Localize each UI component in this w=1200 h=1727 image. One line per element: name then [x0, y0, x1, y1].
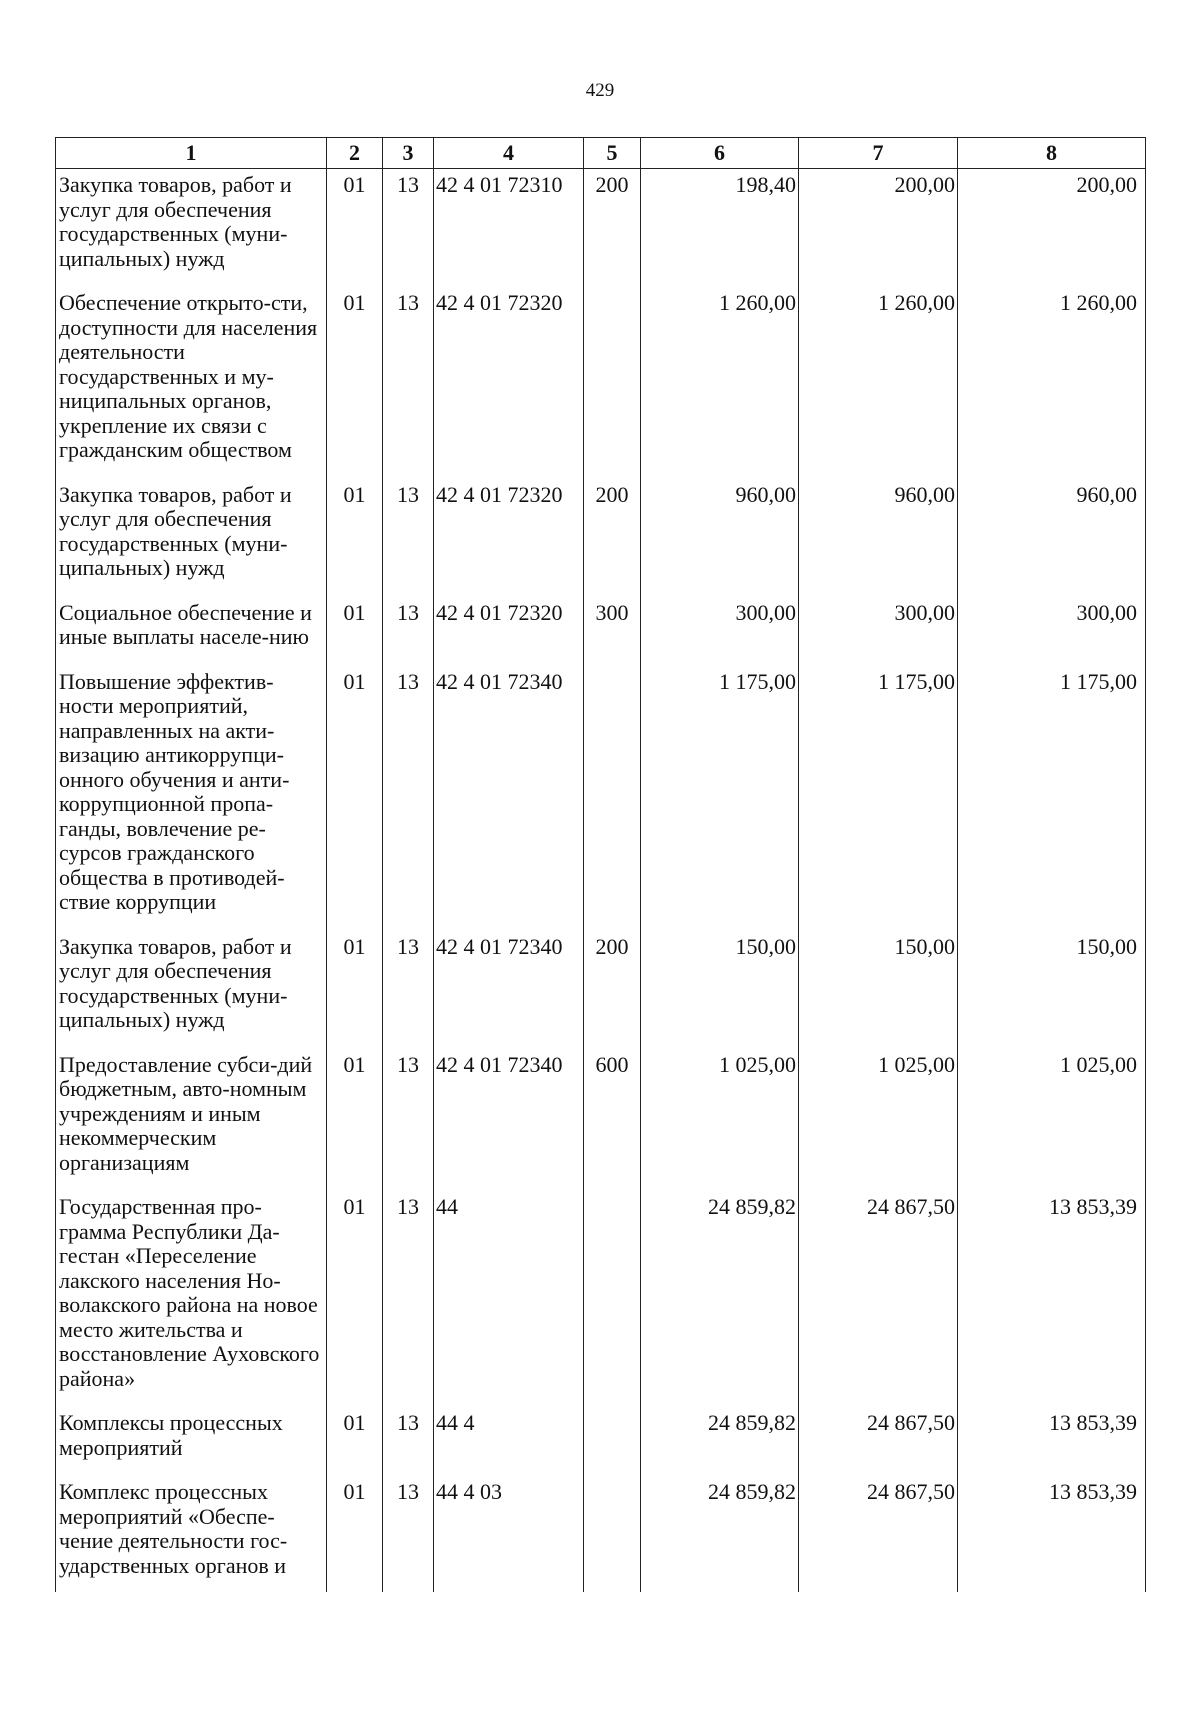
col-6-value: 960,00	[641, 479, 799, 597]
col-6-value: 1 260,00	[641, 287, 799, 479]
header-cell: 5	[584, 138, 641, 169]
col-8-value: 960,00	[958, 479, 1146, 597]
page-number: 429	[585, 80, 615, 101]
col-5-value: 200	[584, 479, 641, 597]
col-4-value: 44	[434, 1191, 584, 1407]
col-4-value: 42 4 01 72340	[434, 1049, 584, 1192]
col-6-value: 150,00	[641, 931, 799, 1049]
col-4-value: 42 4 01 72320	[434, 479, 584, 597]
col-2-value: 01	[327, 1476, 383, 1592]
col-2-value: 01	[327, 1407, 383, 1476]
col-8-value: 1 025,00	[958, 1049, 1146, 1192]
col-7-value: 150,00	[799, 931, 958, 1049]
col-4-value: 42 4 01 72320	[434, 287, 584, 479]
col-4-value: 42 4 01 72310	[434, 169, 584, 288]
col-4-value: 42 4 01 72340	[434, 931, 584, 1049]
budget-table	[55, 137, 1146, 1592]
col-3-value: 13	[383, 169, 434, 288]
row-name: Повышение эффектив-ности мероприятий, направленных на акти-визацию антикоррупци-онного обучения и анти-коррупционной пропа-ганды, вовлечение ре-сурсов гражданского общества в противодей-ствие коррупции	[56, 666, 327, 931]
col-5-value	[584, 1191, 641, 1407]
col-5-value	[584, 1407, 641, 1476]
header-cell: 4	[434, 138, 584, 169]
row-name: Закупка товаров, работ и услуг для обеспечения государственных (муни-ципальных) нужд	[56, 169, 327, 288]
col-7-value: 24 867,50	[799, 1476, 958, 1592]
col-7-value: 300,00	[799, 597, 958, 666]
col-7-value: 24 867,50	[799, 1191, 958, 1407]
col-7-value: 200,00	[799, 169, 958, 288]
table-row	[56, 169, 1146, 288]
col-2-value: 01	[327, 666, 383, 931]
col-6-value: 24 859,82	[641, 1191, 799, 1407]
col-5-value	[584, 666, 641, 931]
col-3-value: 13	[383, 1476, 434, 1592]
row-name: Закупка товаров, работ и услуг для обеспечения государственных (муни-ципальных) нужд	[56, 479, 327, 597]
col-4-value: 44 4 03	[434, 1476, 584, 1592]
header-cell: 3	[383, 138, 434, 169]
table-row	[56, 1049, 1146, 1192]
table-row	[56, 931, 1146, 1049]
col-5-value: 300	[584, 597, 641, 666]
col-8-value: 13 853,39	[958, 1191, 1146, 1407]
col-4-value: 44 4	[434, 1407, 584, 1476]
col-3-value: 13	[383, 1191, 434, 1407]
col-5-value: 600	[584, 1049, 641, 1192]
col-3-value: 13	[383, 597, 434, 666]
col-3-value: 13	[383, 666, 434, 931]
col-5-value: 200	[584, 169, 641, 288]
row-name: Закупка товаров, работ и услуг для обеспечения государственных (муни-ципальных) нужд	[56, 931, 327, 1049]
col-5-value	[584, 287, 641, 479]
col-8-value: 150,00	[958, 931, 1146, 1049]
row-name: Предоставление субси-дий бюджетным, авто-номным учреждениям и иным некоммерческим организациям	[56, 1049, 327, 1192]
col-4-value: 42 4 01 72340	[434, 666, 584, 931]
col-2-value: 01	[327, 169, 383, 288]
header-row	[56, 138, 1146, 169]
table-row	[56, 287, 1146, 479]
col-3-value: 13	[383, 479, 434, 597]
header-cell: 6	[641, 138, 799, 169]
col-2-value: 01	[327, 1049, 383, 1192]
col-4-value: 42 4 01 72320	[434, 597, 584, 666]
col-2-value: 01	[327, 479, 383, 597]
col-8-value: 1 260,00	[958, 287, 1146, 479]
row-name: Социальное обеспечение и иные выплаты населе-нию	[56, 597, 327, 666]
header-cell: 7	[799, 138, 958, 169]
col-6-value: 24 859,82	[641, 1476, 799, 1592]
col-6-value: 198,40	[641, 169, 799, 288]
table-row	[56, 1476, 1146, 1592]
row-name: Комплексы процессных мероприятий	[56, 1407, 327, 1476]
header-cell: 2	[327, 138, 383, 169]
table-row	[56, 666, 1146, 931]
col-6-value: 1 025,00	[641, 1049, 799, 1192]
col-7-value: 24 867,50	[799, 1407, 958, 1476]
col-3-value: 13	[383, 1049, 434, 1192]
table-row	[56, 479, 1146, 597]
col-3-value: 13	[383, 931, 434, 1049]
col-2-value: 01	[327, 597, 383, 666]
col-7-value: 1 175,00	[799, 666, 958, 931]
col-5-value: 200	[584, 931, 641, 1049]
col-8-value: 200,00	[958, 169, 1146, 288]
col-2-value: 01	[327, 287, 383, 479]
col-7-value: 1 260,00	[799, 287, 958, 479]
row-name: Обеспечение открыто-сти, доступности для населения деятельности государственных и му-ниципальных органов, укрепление их связи с гражданским обществом	[56, 287, 327, 479]
col-6-value: 1 175,00	[641, 666, 799, 931]
col-8-value: 1 175,00	[958, 666, 1146, 931]
col-5-value	[584, 1476, 641, 1592]
table-row	[56, 1407, 1146, 1476]
col-8-value: 13 853,39	[958, 1407, 1146, 1476]
col-3-value: 13	[383, 1407, 434, 1476]
header-cell: 1	[56, 138, 327, 169]
header-cell: 8	[958, 138, 1146, 169]
row-name: Комплекс процессных мероприятий «Обеспе-чение деятельности гос-ударственных органов и	[56, 1476, 327, 1592]
table-row	[56, 597, 1146, 666]
col-8-value: 13 853,39	[958, 1476, 1146, 1592]
col-2-value: 01	[327, 931, 383, 1049]
col-7-value: 960,00	[799, 479, 958, 597]
col-7-value: 1 025,00	[799, 1049, 958, 1192]
col-6-value: 300,00	[641, 597, 799, 666]
table-row	[56, 1191, 1146, 1407]
col-6-value: 24 859,82	[641, 1407, 799, 1476]
col-2-value: 01	[327, 1191, 383, 1407]
col-3-value: 13	[383, 287, 434, 479]
row-name: Государственная про-грамма Республики Да-гестан «Переселение лакского населения Но-волакского района на новое место жительства и восстановление Ауховского района»	[56, 1191, 327, 1407]
col-8-value: 300,00	[958, 597, 1146, 666]
